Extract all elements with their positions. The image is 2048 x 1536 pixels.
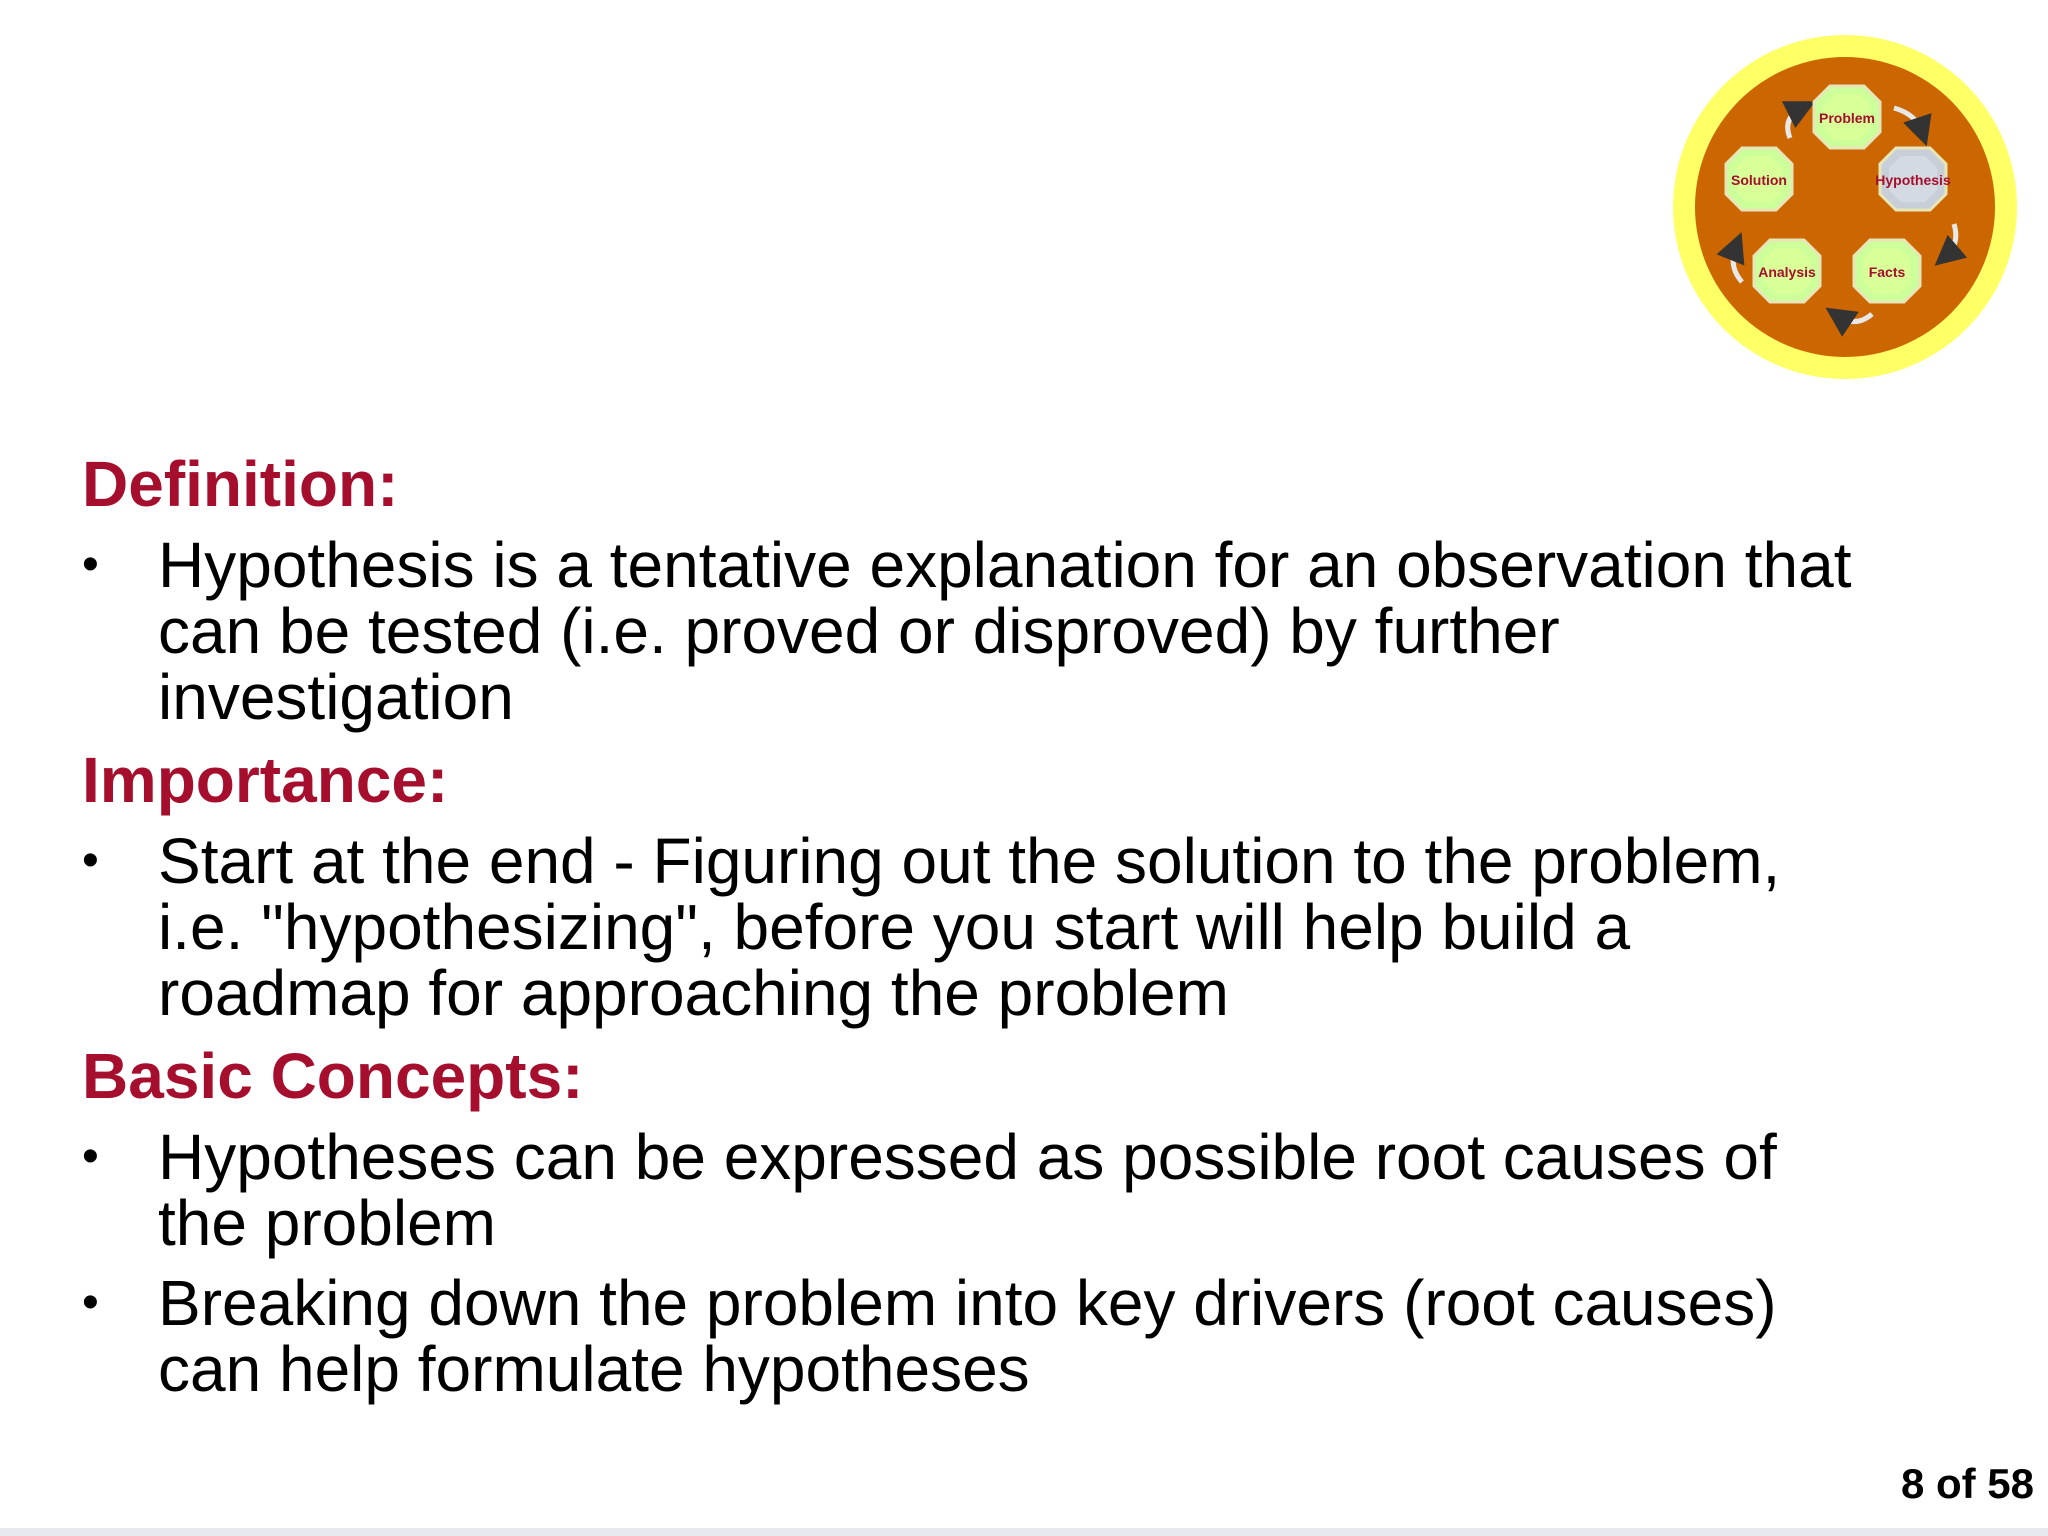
bullet-item: [82, 529, 2002, 733]
heading-importance: Importance:: [82, 744, 449, 816]
bullet-line: roadmap for approaching the problem: [158, 957, 1229, 1029]
node-label-hypothesis: Hypothesis: [1875, 172, 1951, 188]
bullet-dot-icon: •: [82, 834, 99, 887]
heading-definition: Definition:: [82, 448, 399, 520]
cycle-node-problem: [1814, 86, 1880, 148]
bullet-line: investigation: [158, 661, 514, 733]
node-label-problem: Problem: [1818, 110, 1876, 126]
bullet-line: can be tested (i.e. proved or disproved) by further: [158, 595, 1560, 667]
bullet-line: Breaking down the problem into key drivers (root causes): [158, 1267, 1777, 1339]
bullet-item: [82, 1267, 2002, 1405]
cycle-node-analysis: [1754, 240, 1820, 302]
bullet-dot-icon: •: [82, 1276, 99, 1329]
cycle-node-solution: [1726, 148, 1792, 210]
bullet-line: can help formulate hypotheses: [158, 1333, 1030, 1405]
node-label-solution: Solution: [1731, 172, 1787, 188]
bullet-line: Hypothesis is a tentative explanation for an observation that: [158, 529, 1852, 601]
node-label-facts: Facts: [1868, 264, 1906, 280]
cycle-node-hypothesis: [1875, 148, 1951, 210]
page-indicator: 8 of 58: [1900, 1460, 2034, 1507]
bullet-dot-icon: •: [82, 538, 99, 591]
problem-solving-cycle-logo: [1672, 34, 2018, 380]
bullet-item: [82, 825, 2002, 1029]
bullet-line: i.e. "hypothesizing", before you start will help build a: [158, 891, 1631, 963]
bullet-item: [82, 1121, 2002, 1259]
slide-body: [82, 448, 2002, 1405]
bullet-line: the problem: [158, 1187, 496, 1259]
node-label-analysis: Analysis: [1758, 264, 1816, 280]
bullet-line: Start at the end - Figuring out the solution to the problem,: [158, 825, 1781, 897]
heading-basic-concepts: Basic Concepts:: [82, 1040, 584, 1112]
bullet-line: Hypotheses can be expressed as possible root causes of: [158, 1121, 1777, 1193]
bullet-dot-icon: •: [82, 1130, 99, 1183]
bottom-strip: [0, 1528, 2048, 1536]
cycle-node-facts: [1854, 240, 1920, 302]
